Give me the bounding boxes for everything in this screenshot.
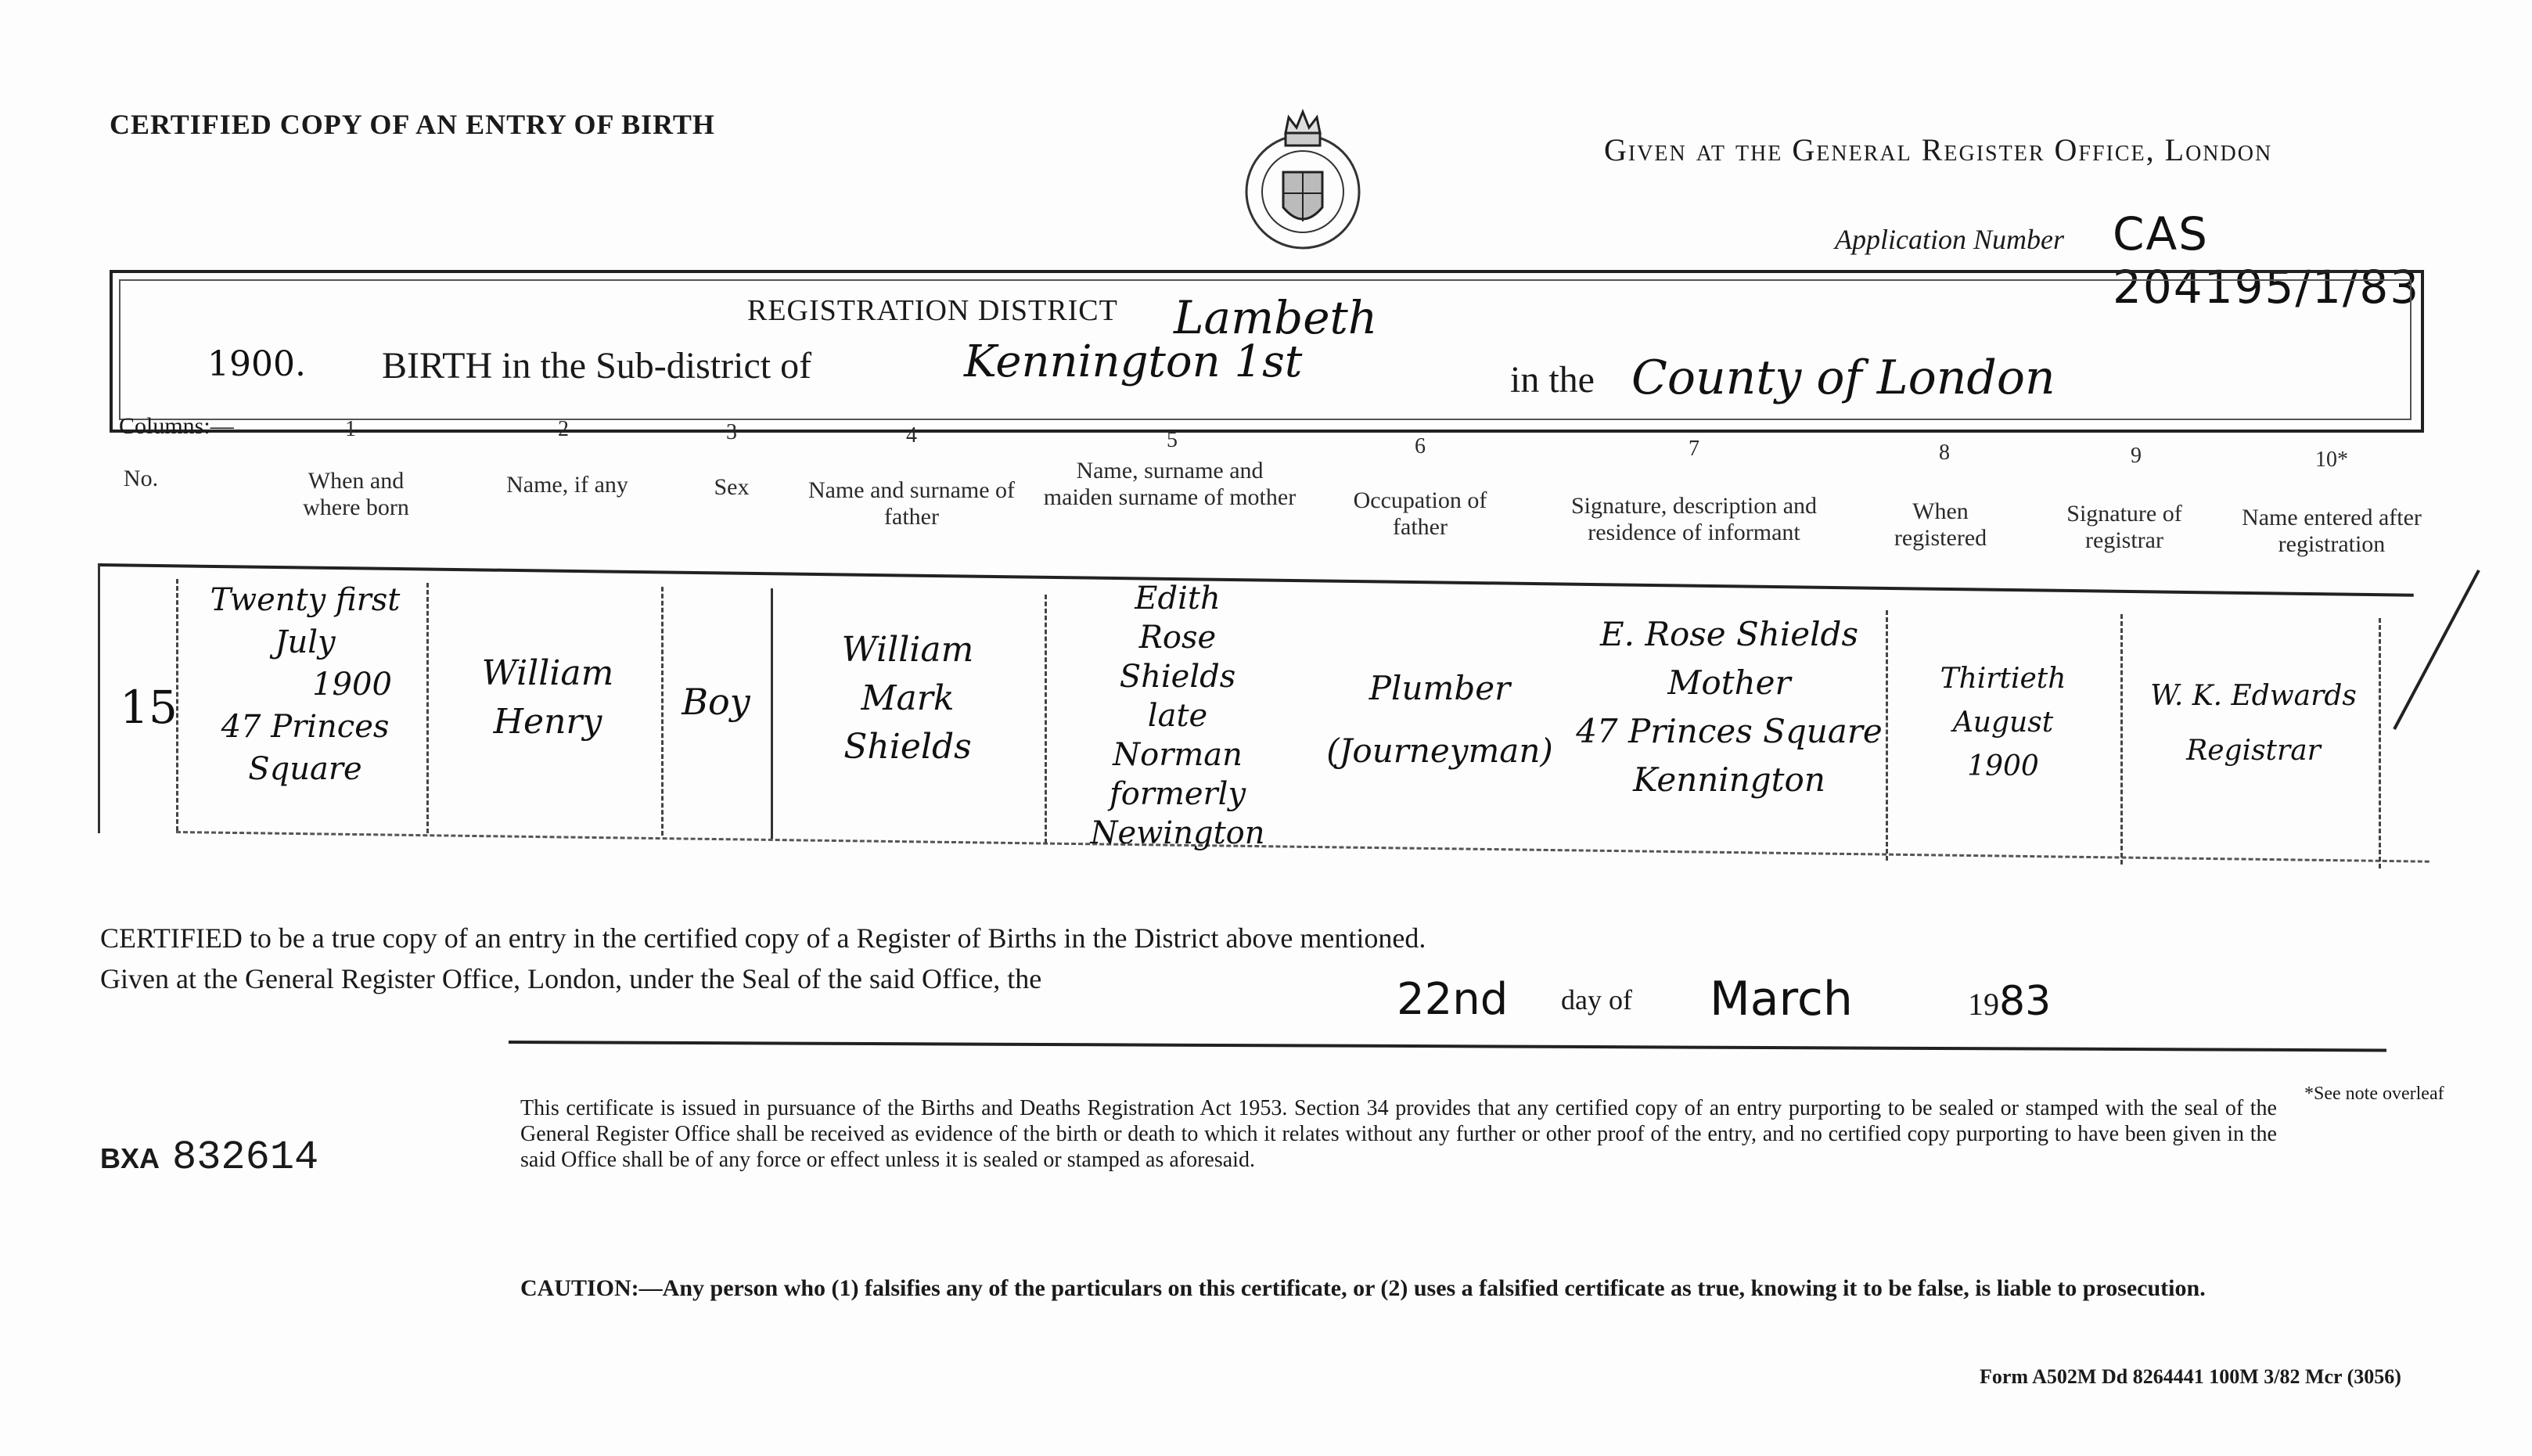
column-header-when-where-born: When and where born (303, 468, 409, 520)
birth-date-line: 1900 (312, 667, 392, 703)
birth-date-line: July (275, 624, 336, 660)
registrar-title: Registrar (2186, 735, 2321, 767)
column-header-occupation: Occupation of father (1353, 487, 1487, 540)
serial-digits: 832614 (172, 1134, 319, 1181)
legal-notice: This certificate is issued in pursuance of the Births and Deaths Registration Act 1953. Section 34 provides that any certified copy of an entry purporting to be sealed or stamped with the seal of the General Register Office shall be received as evidence of the birth or death to which it relates without any further or other proof of the entry, and no certified copy purporting to have been given in the said Office shall be of any force or effect unless it is sealed or stamped as aforesaid. (520, 1096, 2277, 1172)
mother-name-line: late (1147, 698, 1208, 734)
entry-row-left-border (98, 563, 100, 833)
occupation-line: Plumber (1369, 669, 1511, 707)
registrar-signature: W. K. Edwards (2150, 680, 2357, 712)
entry-when-registered (1894, 657, 2113, 789)
application-number-label: Application Number (1835, 224, 2064, 255)
register-year: 1900. (207, 344, 306, 384)
registered-year: 1900 (1967, 750, 2039, 782)
column-header-no: No. (123, 466, 159, 491)
certification-day: 22nd (1397, 974, 1509, 1025)
certification-year-printed: 19 (1968, 987, 1999, 1022)
registration-district-value: Lambeth (1174, 291, 1378, 344)
royal-seal-icon (1240, 98, 1365, 254)
registered-day: Thirtieth (1940, 663, 2066, 695)
application-number: CAS 204195/1/83 (2113, 207, 2421, 314)
column-number-9: 9 (2131, 444, 2142, 468)
county-value: County of London (1631, 351, 2055, 405)
informant-residence: 47 Princes Square (1576, 712, 1883, 750)
entry-name (438, 649, 657, 746)
column-divider (2120, 614, 2123, 865)
column-number-10: 10* (2315, 448, 2348, 472)
county-label: in the (1510, 359, 1595, 401)
column-divider (661, 587, 664, 836)
certification-line-1: CERTIFIED to be a true copy of an entry in the certified copy of a Register of Births in the District above mentioned. (100, 922, 1426, 954)
father-middle-name: Mark (861, 678, 955, 718)
column-divider (1045, 595, 1047, 843)
column-header-sex: Sex (714, 474, 750, 500)
registration-district-label: REGISTRATION DISTRICT (747, 294, 1118, 327)
columns-label: Columns:— (119, 413, 234, 439)
column-number-8: 8 (1939, 440, 1950, 465)
certification-prefix: Given at the General Register Office, London, under the Seal of the said Office, the (100, 963, 1042, 994)
column-header-mother: Name, surname and maiden surname of mother (1043, 458, 1297, 510)
father-surname: Shields (843, 727, 972, 767)
mother-name-line: Rose (1138, 620, 1217, 656)
column-number-4: 4 (906, 423, 917, 448)
certification-day-of: day of (1561, 984, 1632, 1016)
column-number-5: 5 (1167, 428, 1178, 452)
birth-place-line: 47 Princes (221, 709, 390, 745)
entry-mother (1048, 579, 1307, 853)
form-reference: Form A502M Dd 8264441 100M 3/82 Mcr (3056) (1980, 1365, 2401, 1388)
column-header-name: Name, if any (506, 472, 628, 498)
mother-name-line: Norman (1113, 737, 1243, 773)
entry-father (779, 626, 1037, 771)
see-note-overleaf: *See note overleaf (2304, 1084, 2444, 1104)
certification-line-2 (100, 962, 1041, 995)
column-header-informant: Signature, description and residence of informant (1570, 493, 1818, 545)
entry-number: 15 (120, 681, 178, 734)
certification-year (1968, 978, 2051, 1025)
subdistrict-value: Kennington 1st (964, 336, 1303, 387)
certification-month: March (1710, 972, 1853, 1026)
occupation-line: (Journeyman) (1326, 732, 1553, 770)
column-number-7: 7 (1689, 437, 1699, 461)
entry-informant (1565, 610, 1894, 804)
entry-when-where-born (180, 579, 430, 790)
column-header-registrar: Signature of registrar (2066, 501, 2182, 553)
column-header-name-after: Name entered after registration (2242, 505, 2422, 557)
column-divider (771, 588, 773, 839)
child-middle-name: Henry (493, 702, 602, 742)
mother-name-line: Edith (1135, 581, 1221, 617)
certification-divider (509, 1041, 2386, 1052)
caution-text: Any person who (1) falsifies any of the particulars on this certificate, or (2) uses a falsified certificate as true, knowing it to be false, is liable to prosecution. (662, 1275, 2206, 1301)
informant-signature: E. Rose Shields (1599, 615, 1858, 653)
certification-year-handwritten: 83 (1999, 978, 2052, 1025)
mother-name-line: Shields (1119, 659, 1236, 695)
caution-notice (520, 1275, 2277, 1302)
birth-place-line: Square (248, 751, 362, 787)
certificate-title: CERTIFIED COPY OF AN ENTRY OF BIRTH (110, 109, 715, 140)
mother-name-line: Newington (1090, 815, 1265, 851)
registered-month: August (1952, 706, 2054, 739)
serial-prefix: BXA (100, 1142, 160, 1174)
birth-subdistrict-label: BIRTH in the Sub-district of (382, 345, 812, 386)
serial-number (100, 1134, 318, 1181)
father-first-name: William (841, 630, 974, 670)
informant-residence: Kennington (1633, 760, 1825, 799)
child-first-name: William (481, 653, 614, 693)
issuing-office: Given at the General Register Office, London (1604, 132, 2273, 167)
column-divider (2379, 618, 2381, 868)
column-number-2: 2 (558, 417, 569, 441)
column-number-3: 3 (726, 420, 737, 444)
entry-registrar (2128, 669, 2379, 778)
informant-description: Mother (1667, 663, 1791, 702)
column-number-1: 1 (345, 417, 356, 441)
entry-sex: Boy (682, 681, 750, 723)
mother-name-line: formerly (1109, 776, 1246, 812)
birth-date-line: Twenty first (210, 582, 401, 618)
entry-occupation (1315, 657, 1565, 782)
column-number-6: 6 (1415, 434, 1426, 458)
caution-label: CAUTION:— (520, 1275, 663, 1301)
column-header-when-registered: When registered (1894, 498, 1987, 551)
column-header-father: Name and surname of father (807, 477, 1016, 530)
